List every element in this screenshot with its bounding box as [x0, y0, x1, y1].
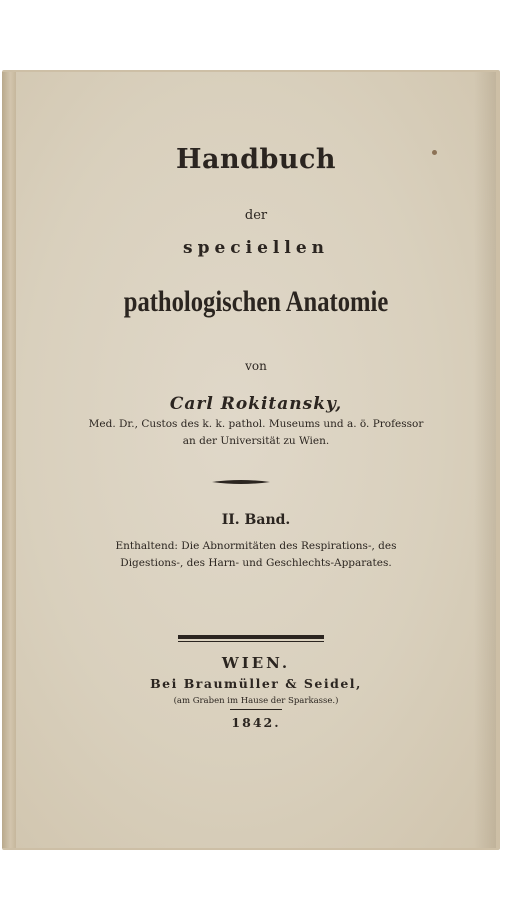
publication-year: 1842. — [231, 715, 281, 730]
contents-line-1: Enthaltend: Die Abnormitäten des Respirations-, des — [115, 540, 397, 552]
publisher-address: (am Graben im Hause der Sparkasse.) — [173, 696, 339, 706]
author-credentials-2: an der Universität zu Wien. — [182, 435, 330, 447]
author-connector: von — [245, 359, 267, 373]
volume-label: II. Band. — [221, 512, 291, 528]
book-spine — [2, 72, 16, 848]
publication-city: WIEN. — [221, 654, 291, 672]
book-title: Handbuch — [175, 144, 337, 175]
short-rule — [230, 709, 282, 710]
ornament-divider — [212, 479, 270, 485]
contents-line-2: Digestions-, des Harn- und Geschlechts-Apparates. — [120, 557, 392, 569]
author-name: Carl Rokitansky, — [169, 394, 343, 414]
title-page — [16, 72, 496, 848]
title-connector: der — [244, 208, 268, 223]
publisher: Bei Braumüller & Seidel, — [150, 676, 362, 691]
double-rule-thin — [178, 641, 324, 642]
author-credentials-1: Med. Dr., Custos des k. k. pathol. Museums und a. ö. Professor — [88, 418, 424, 430]
subtitle-line-1: speciellen — [183, 238, 329, 258]
subtitle-line-2: pathologischen Anatomie — [123, 285, 389, 318]
double-rule-thick — [178, 635, 324, 639]
